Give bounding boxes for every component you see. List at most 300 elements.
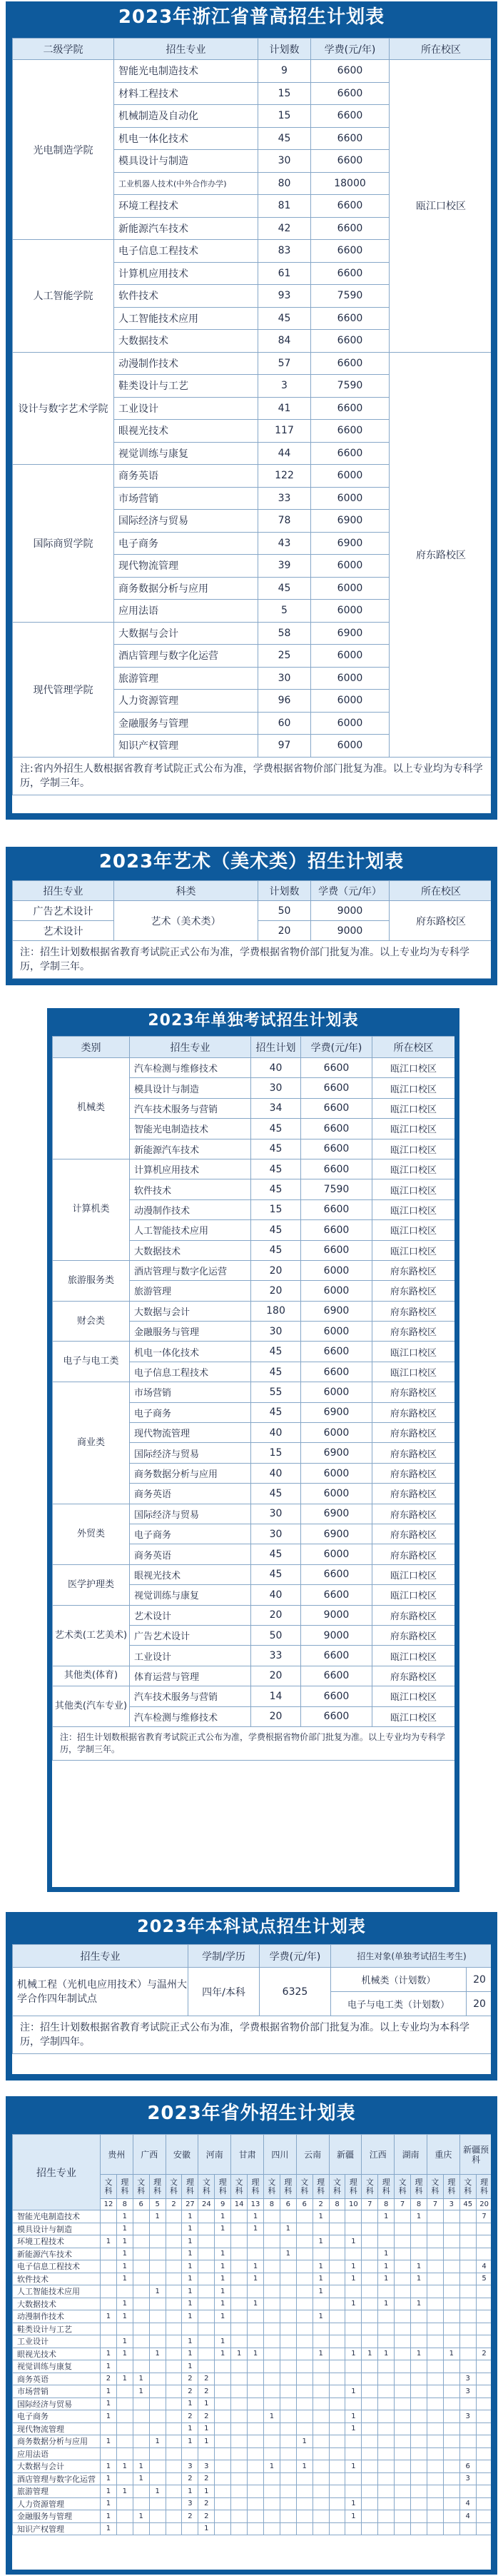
plan-count bbox=[362, 2223, 378, 2235]
table-row bbox=[53, 1058, 455, 1078]
plan-count bbox=[395, 2260, 411, 2273]
plan-count bbox=[443, 2248, 459, 2260]
category-name: 商业类 bbox=[53, 1382, 130, 1504]
plan-count: 39 bbox=[258, 555, 311, 578]
plan-count: 30 bbox=[251, 1322, 301, 1342]
tuition-fee: 6600 bbox=[301, 1159, 372, 1179]
plan-count bbox=[395, 2335, 411, 2348]
total-count: 8 bbox=[378, 2199, 395, 2210]
plan-count bbox=[149, 2522, 166, 2535]
tuition-fee: 6000 bbox=[311, 712, 390, 735]
major-name: 新能源汽车技术 bbox=[130, 1139, 251, 1159]
plan-count bbox=[215, 2522, 231, 2535]
table-row bbox=[13, 2385, 492, 2398]
header-row bbox=[13, 39, 492, 60]
table-row bbox=[13, 2348, 492, 2360]
major-name: 动漫制作技术 bbox=[13, 2310, 101, 2323]
plan-count: 1 bbox=[248, 2348, 264, 2360]
subject-header: 理科 bbox=[411, 2175, 427, 2199]
tuition-fee: 6600 bbox=[301, 1362, 372, 1382]
plan-count bbox=[443, 2298, 459, 2310]
table-row bbox=[13, 2410, 492, 2423]
outside-plan-table bbox=[12, 2134, 492, 2535]
plan-count bbox=[329, 2522, 345, 2535]
plan-count bbox=[476, 2335, 492, 2348]
plan-count bbox=[231, 2223, 248, 2235]
plan-count: 45 bbox=[251, 1484, 301, 1504]
table-row bbox=[13, 352, 492, 375]
tuition-fee: 6900 bbox=[301, 1504, 372, 1524]
table-row bbox=[13, 2373, 492, 2385]
plan-count bbox=[296, 2223, 313, 2235]
campus-name: 瓯江口校区 bbox=[372, 1098, 455, 1118]
plan-count: 14 bbox=[251, 1686, 301, 1706]
column-header: 学费（元/年） bbox=[311, 881, 390, 901]
plan-count bbox=[231, 2248, 248, 2260]
tuition-fee: 6600 bbox=[301, 1199, 372, 1219]
plan-count: 1 bbox=[101, 2348, 117, 2360]
province-header: 安徽 bbox=[166, 2135, 198, 2175]
major-name: 人工智能技术应用 bbox=[13, 2285, 101, 2298]
total-count: 6 bbox=[280, 2199, 296, 2210]
major-name: 环境工程技术 bbox=[114, 195, 258, 218]
plan-count: 1 bbox=[378, 2248, 395, 2260]
plan-count bbox=[231, 2373, 248, 2385]
plan-count bbox=[329, 2223, 345, 2235]
major-name: 新能源汽车技术 bbox=[114, 217, 258, 240]
province-header: 江西 bbox=[362, 2135, 395, 2175]
plan-count bbox=[329, 2323, 345, 2335]
tuition-fee: 6600 bbox=[311, 397, 390, 420]
plan-count bbox=[378, 2472, 395, 2485]
plan-count bbox=[280, 2235, 296, 2248]
plan-count: 1 bbox=[411, 2348, 427, 2360]
plan-count: 180 bbox=[251, 1301, 301, 1321]
plan-count: 1 bbox=[280, 2223, 296, 2235]
total-count: 7 bbox=[395, 2199, 411, 2210]
plan-count bbox=[395, 2522, 411, 2535]
plan-count: 1 bbox=[215, 2223, 231, 2235]
tuition-fee: 6900 bbox=[311, 622, 390, 645]
plan-count: 1 bbox=[345, 2298, 362, 2310]
plan-count bbox=[280, 2485, 296, 2498]
major-name: 软件技术 bbox=[13, 2273, 101, 2285]
plan-count bbox=[231, 2422, 248, 2435]
plan-count: 1 bbox=[313, 2210, 329, 2223]
plan-count bbox=[378, 2385, 395, 2398]
plan-count bbox=[459, 2323, 476, 2335]
table-row bbox=[13, 2273, 492, 2285]
major-name: 国际经济与贸易 bbox=[13, 2398, 101, 2410]
plan-count: 1 bbox=[116, 2298, 133, 2310]
tuition-fee: 6325 bbox=[260, 1968, 331, 2016]
plan-count bbox=[166, 2223, 182, 2235]
plan-count bbox=[215, 2472, 231, 2485]
plan-count bbox=[231, 2298, 248, 2310]
plan-count bbox=[296, 2335, 313, 2348]
plan-count bbox=[280, 2310, 296, 2323]
plan-count bbox=[345, 2310, 362, 2323]
plan-count bbox=[296, 2422, 313, 2435]
plan-count: 1 bbox=[149, 2285, 166, 2298]
major-name: 材料工程技术 bbox=[114, 82, 258, 105]
major-name: 体育运营与管理 bbox=[130, 1666, 251, 1686]
plan-count bbox=[411, 2385, 427, 2398]
plan-count bbox=[395, 2410, 411, 2423]
plan-count: 1 bbox=[248, 2260, 264, 2273]
tuition-fee: 6600 bbox=[311, 442, 390, 465]
plan-count bbox=[313, 2460, 329, 2473]
plan-count bbox=[166, 2410, 182, 2423]
plan-count bbox=[231, 2497, 248, 2510]
plan-count bbox=[313, 2398, 329, 2410]
plan-count bbox=[263, 2223, 280, 2235]
campus-name: 瓯江口校区 bbox=[372, 1058, 455, 1078]
plan-count bbox=[296, 2298, 313, 2310]
major-name: 艺术设计 bbox=[13, 921, 114, 941]
plan-count: 1 bbox=[198, 2398, 215, 2410]
plan-count bbox=[166, 2398, 182, 2410]
plan-count bbox=[296, 2285, 313, 2298]
plan-count bbox=[476, 2298, 492, 2310]
plan-count bbox=[166, 2522, 182, 2535]
plan-count bbox=[116, 2522, 133, 2535]
major-name: 视觉训练与康复 bbox=[130, 1585, 251, 1605]
subject-header: 理科 bbox=[378, 2175, 395, 2199]
plan-count: 1 bbox=[101, 2522, 117, 2535]
plan-count bbox=[313, 2223, 329, 2235]
table-row bbox=[13, 2248, 492, 2260]
plan-count bbox=[133, 2248, 149, 2260]
plan-count: 97 bbox=[258, 735, 311, 758]
plan-count bbox=[395, 2422, 411, 2435]
plan-count bbox=[329, 2248, 345, 2260]
plan-count bbox=[427, 2485, 443, 2498]
plan-count bbox=[231, 2285, 248, 2298]
plan-count bbox=[231, 2310, 248, 2323]
major-name: 汽车技术服务与营销 bbox=[130, 1098, 251, 1118]
table-row bbox=[53, 1504, 455, 1524]
major-name: 工业机器人技术(中外合作办学) bbox=[114, 172, 258, 195]
plan-count bbox=[231, 2398, 248, 2410]
tuition-fee: 6900 bbox=[311, 510, 390, 533]
plan-count bbox=[231, 2323, 248, 2335]
plan-count: 1 bbox=[116, 2460, 133, 2473]
plan-count bbox=[395, 2248, 411, 2260]
header-row bbox=[53, 1037, 455, 1058]
plan-count bbox=[378, 2235, 395, 2248]
plan-count: 2 bbox=[182, 2510, 198, 2523]
plan-count bbox=[263, 2335, 280, 2348]
plan-count bbox=[411, 2285, 427, 2298]
plan-count bbox=[248, 2497, 264, 2510]
plan-count bbox=[427, 2248, 443, 2260]
college-name: 现代管理学院 bbox=[13, 622, 114, 757]
plan-count bbox=[443, 2472, 459, 2485]
plan-count bbox=[149, 2497, 166, 2510]
plan-count bbox=[443, 2435, 459, 2448]
major-name: 人工智能技术应用 bbox=[130, 1220, 251, 1240]
plan-count bbox=[116, 2323, 133, 2335]
table-row bbox=[13, 60, 492, 83]
tuition-fee: 6000 bbox=[311, 667, 390, 690]
plan-count: 1 bbox=[296, 2460, 313, 2473]
plan-count bbox=[280, 2497, 296, 2510]
plan-count: 1 bbox=[411, 2273, 427, 2285]
plan-count bbox=[427, 2235, 443, 2248]
plan-count: 1 bbox=[149, 2485, 166, 2498]
plan-count: 3 bbox=[459, 2410, 476, 2423]
subject-header: 文科 bbox=[198, 2175, 215, 2199]
plan-count bbox=[378, 2510, 395, 2523]
plan-count: 40 bbox=[251, 1585, 301, 1605]
major-name: 现代物流管理 bbox=[130, 1423, 251, 1443]
major-name: 旅游管理 bbox=[130, 1281, 251, 1301]
plan-count bbox=[248, 2335, 264, 2348]
plan-count bbox=[476, 2422, 492, 2435]
plan-count bbox=[329, 2285, 345, 2298]
total-count: 20 bbox=[476, 2199, 492, 2210]
column-header: 招生对象(单独考试招生考生) bbox=[331, 1945, 492, 1968]
province-header-row bbox=[13, 2135, 492, 2175]
plan-count: 2 bbox=[101, 2373, 117, 2385]
plan-count: 1 bbox=[116, 2335, 133, 2348]
tuition-fee: 6600 bbox=[301, 1240, 372, 1260]
plan-count: 1 bbox=[248, 2298, 264, 2310]
plan-count bbox=[101, 2447, 117, 2460]
plan-count bbox=[116, 2385, 133, 2398]
college-name: 设计与数字艺术学院 bbox=[13, 352, 114, 465]
tuition-fee: 6600 bbox=[301, 1078, 372, 1098]
table-row bbox=[13, 2510, 492, 2523]
campus-name: 瓯江口校区 bbox=[390, 60, 492, 353]
plan-count bbox=[280, 2410, 296, 2423]
major-name: 人力资源管理 bbox=[13, 2497, 101, 2510]
campus-name: 瓯江口校区 bbox=[372, 1585, 455, 1605]
table-row bbox=[53, 1382, 455, 1402]
province-header: 贵州 bbox=[101, 2135, 133, 2175]
plan-count bbox=[101, 2248, 117, 2260]
campus-name: 府东路校区 bbox=[372, 1484, 455, 1504]
tuition-fee: 6600 bbox=[301, 1706, 372, 1726]
plan-count bbox=[443, 2497, 459, 2510]
plan-count bbox=[443, 2260, 459, 2273]
plan-count bbox=[378, 2522, 395, 2535]
plan-count bbox=[313, 2497, 329, 2510]
plan-count bbox=[248, 2310, 264, 2323]
plan-count bbox=[198, 2210, 215, 2223]
plan-count bbox=[427, 2360, 443, 2373]
total-count: 10 bbox=[345, 2199, 362, 2210]
major-name: 旅游管理 bbox=[13, 2485, 101, 2498]
category-name: 机械类 bbox=[53, 1058, 130, 1159]
category-name: 其他类(汽车专业) bbox=[53, 1686, 130, 1727]
table-row bbox=[13, 2472, 492, 2485]
column-header: 类别 bbox=[53, 1037, 130, 1058]
plan-count: 6 bbox=[459, 2460, 476, 2473]
plan-count: 15 bbox=[251, 1443, 301, 1463]
plan-count bbox=[427, 2335, 443, 2348]
plan-count bbox=[215, 2398, 231, 2410]
plan-count: 1 bbox=[411, 2298, 427, 2310]
major-name: 商务英语 bbox=[13, 2373, 101, 2385]
subject-header: 文科 bbox=[362, 2175, 378, 2199]
plan-count bbox=[427, 2210, 443, 2223]
plan-count bbox=[231, 2435, 248, 2448]
plan-count bbox=[231, 2410, 248, 2423]
major-name: 计算机应用技术 bbox=[114, 262, 258, 285]
plan-count: 1 bbox=[182, 2285, 198, 2298]
tuition-fee: 6600 bbox=[301, 1220, 372, 1240]
plan-count bbox=[362, 2510, 378, 2523]
plan-count: 1 bbox=[116, 2223, 133, 2235]
plan-count: 55 bbox=[251, 1382, 301, 1402]
plan-count bbox=[263, 2235, 280, 2248]
total-count: 7 bbox=[362, 2199, 378, 2210]
plan-count: 20 bbox=[251, 1260, 301, 1280]
plan-count: 50 bbox=[251, 1625, 301, 1645]
plan-count: 83 bbox=[258, 240, 311, 263]
plan-count: 45 bbox=[251, 1139, 301, 1159]
plan-count bbox=[280, 2510, 296, 2523]
plan-count: 2 bbox=[476, 2348, 492, 2360]
plan-count: 1 bbox=[248, 2223, 264, 2235]
column-header: 招生专业 bbox=[114, 39, 258, 60]
plan-count bbox=[280, 2385, 296, 2398]
plan-count bbox=[362, 2360, 378, 2373]
plan-count bbox=[248, 2285, 264, 2298]
plan-count: 1 bbox=[101, 2510, 117, 2523]
plan-count bbox=[362, 2285, 378, 2298]
plan-count bbox=[395, 2460, 411, 2473]
plan-count: 20 bbox=[258, 921, 311, 941]
plan-count bbox=[198, 2348, 215, 2360]
tuition-fee: 9000 bbox=[301, 1605, 372, 1625]
plan-count bbox=[459, 2248, 476, 2260]
tuition-fee: 6600 bbox=[311, 217, 390, 240]
plan-count bbox=[476, 2435, 492, 2448]
plan-count bbox=[427, 2522, 443, 2535]
table-row bbox=[13, 1968, 492, 1992]
plan-count: 25 bbox=[258, 645, 311, 668]
plan-count bbox=[411, 2235, 427, 2248]
plan-count bbox=[149, 2323, 166, 2335]
plan-count: 45 bbox=[251, 1342, 301, 1362]
plan-count bbox=[329, 2398, 345, 2410]
tuition-fee: 6600 bbox=[311, 307, 390, 330]
plan-count bbox=[296, 2485, 313, 2498]
plan-count bbox=[459, 2422, 476, 2435]
plan-count bbox=[345, 2323, 362, 2335]
plan-count: 30 bbox=[251, 1504, 301, 1524]
plan-count: 45 bbox=[251, 1564, 301, 1584]
plan-count bbox=[395, 2497, 411, 2510]
major-name: 大数据技术 bbox=[114, 330, 258, 353]
major-name: 商务英语 bbox=[130, 1484, 251, 1504]
plan-count bbox=[459, 2298, 476, 2310]
major-name: 智能光电制造技术 bbox=[130, 1119, 251, 1139]
tuition-fee: 6900 bbox=[301, 1402, 372, 1422]
plan-count bbox=[362, 2460, 378, 2473]
column-header: 科类 bbox=[114, 881, 258, 901]
plan-count bbox=[231, 2335, 248, 2348]
plan-count bbox=[476, 2460, 492, 2473]
tuition-fee: 6600 bbox=[301, 1686, 372, 1706]
column-header: 二级学院 bbox=[13, 39, 114, 60]
plan-count bbox=[215, 2510, 231, 2523]
major-name: 商务数据分析与应用 bbox=[13, 2435, 101, 2448]
table-row bbox=[13, 2223, 492, 2235]
plan-count bbox=[459, 2485, 476, 2498]
plan-count bbox=[149, 2298, 166, 2310]
plan-count bbox=[427, 2273, 443, 2285]
plan-count: 43 bbox=[258, 532, 311, 555]
plan-count bbox=[231, 2260, 248, 2273]
campus-name: 府东路校区 bbox=[372, 1322, 455, 1342]
plan-count bbox=[248, 2410, 264, 2423]
plan-count bbox=[166, 2485, 182, 2498]
plan-count bbox=[459, 2360, 476, 2373]
plan-count bbox=[166, 2273, 182, 2285]
plan-count bbox=[101, 2260, 117, 2273]
plan-count: 93 bbox=[258, 285, 311, 308]
plan-count bbox=[411, 2485, 427, 2498]
campus-name: 府东路校区 bbox=[372, 1281, 455, 1301]
tuition-fee: 7590 bbox=[311, 285, 390, 308]
plan-count: 1 bbox=[101, 2385, 117, 2398]
campus-name: 瓯江口校区 bbox=[372, 1362, 455, 1382]
plan-count bbox=[459, 2522, 476, 2535]
major-name: 电子商务 bbox=[114, 532, 258, 555]
plan-count bbox=[362, 2298, 378, 2310]
plan-count bbox=[395, 2472, 411, 2485]
plan-count bbox=[198, 2223, 215, 2235]
campus-name: 府东路校区 bbox=[372, 1544, 455, 1564]
plan-count bbox=[476, 2522, 492, 2535]
plan-count bbox=[101, 2422, 117, 2435]
plan-count bbox=[263, 2285, 280, 2298]
plan-count: 1 bbox=[182, 2298, 198, 2310]
plan-count bbox=[313, 2360, 329, 2373]
category-name: 计算机类 bbox=[53, 1159, 130, 1260]
plan-count bbox=[378, 2422, 395, 2435]
total-count: 6 bbox=[133, 2199, 149, 2210]
plan-count: 1 bbox=[345, 2510, 362, 2523]
major-name: 机电一体化技术 bbox=[130, 1342, 251, 1362]
plan-count bbox=[116, 2285, 133, 2298]
plan-count bbox=[263, 2323, 280, 2335]
plan-count bbox=[166, 2472, 182, 2485]
plan-count bbox=[149, 2472, 166, 2485]
total-count: 14 bbox=[231, 2199, 248, 2210]
campus-name: 瓯江口校区 bbox=[372, 1220, 455, 1240]
major-name: 应用法语 bbox=[114, 600, 258, 623]
plan-count bbox=[313, 2373, 329, 2385]
plan-count: 33 bbox=[258, 487, 311, 510]
tuition-fee: 6600 bbox=[311, 420, 390, 443]
plan-count bbox=[263, 2447, 280, 2460]
plan-count: 78 bbox=[258, 510, 311, 533]
total-count: 8 bbox=[263, 2199, 280, 2210]
panel-dankao bbox=[47, 1008, 459, 1892]
plan-count bbox=[313, 2248, 329, 2260]
table-row bbox=[53, 1301, 455, 1321]
plan-count bbox=[476, 2485, 492, 2498]
campus-name: 府东路校区 bbox=[372, 1504, 455, 1524]
plan-count: 1 bbox=[116, 2310, 133, 2323]
plan-count bbox=[231, 2460, 248, 2473]
plan-count bbox=[215, 2360, 231, 2373]
